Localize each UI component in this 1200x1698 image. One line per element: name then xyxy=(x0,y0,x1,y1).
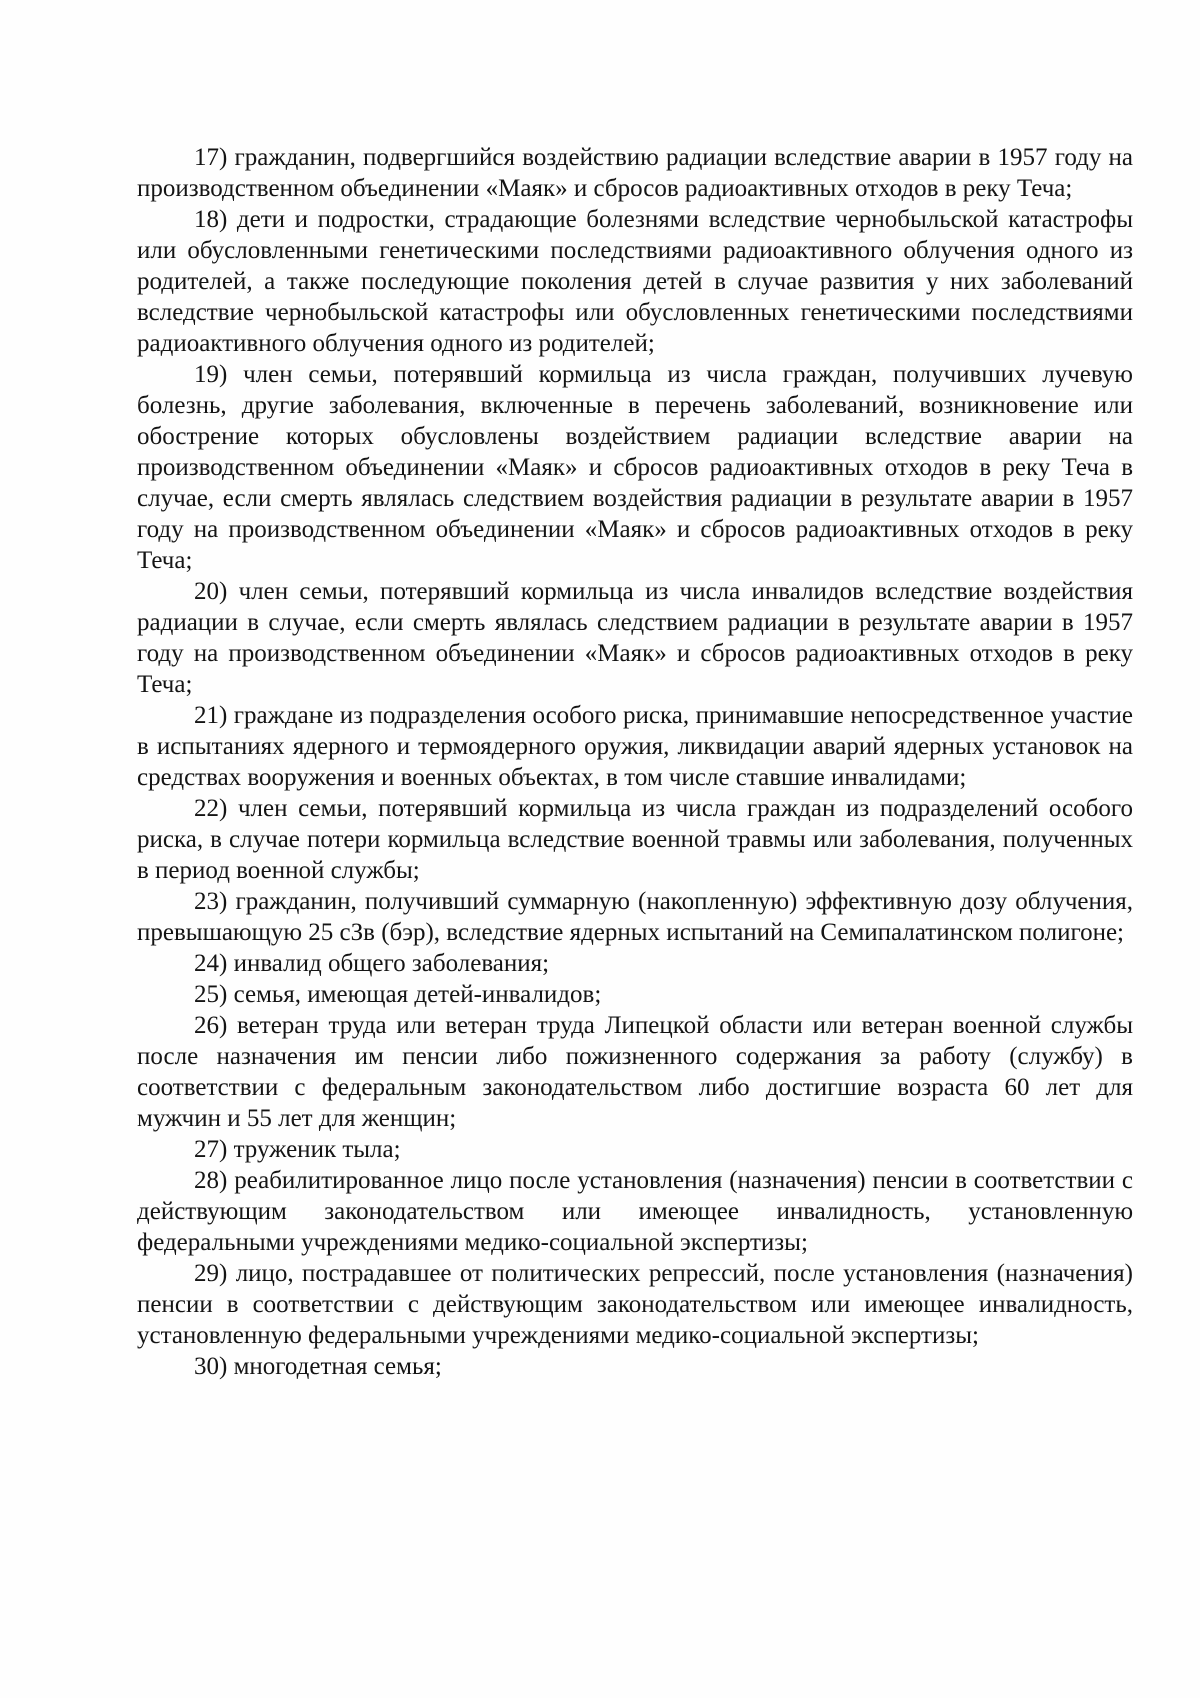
list-item-25: 25) семья, имеющая детей-инвалидов; xyxy=(194,981,602,1008)
list-item-19: 19) член семьи, потерявший кормильца из числа граждан, получивших лучевую болезнь, другие заболевания, включенные в перечень заболеваний, возникновение или обострение которых обусловлены воздействием радиации вследствие аварии на производственном объединении «Маяк» и сбросов радиоактивных отходов в реку Теча в случае, если смерть являлась следствием воздействия радиации в результате аварии в 1957 году на производственном объединении «Маяк» и сбросов радиоактивных отходов в реку Теча; xyxy=(137,361,1133,574)
list-item-17: 17) гражданин, подвергшийся воздействию радиации вследствие аварии в 1957 году на производственном объединении «Маяк» и сбросов радиоактивных отходов в реку Теча; xyxy=(137,144,1133,202)
list-item-28: 28) реабилитированное лицо после установления (назначения) пенсии в соответствии с действующим законодательством или имеющее инвалидность, установленную федеральными учреждениями медико-социальной экспертизы; xyxy=(137,1167,1133,1256)
list-item-20: 20) член семьи, потерявший кормильца из числа инвалидов вследствие воздействия радиации в случае, если смерть являлась следствием радиации в результате аварии в 1957 году на производственном объединении «Маяк» и сбросов радиоактивных отходов в реку Теча; xyxy=(137,578,1133,698)
list-item-29: 29) лицо, пострадавшее от политических репрессий, после установления (назначения) пенсии в соответствии с действующим законодательством или имеющее инвалидность, установленную федеральными учреждениями медико-социальной экспертизы; xyxy=(137,1260,1133,1349)
document-body xyxy=(137,142,1133,1382)
list-item-27: 27) труженик тыла; xyxy=(194,1136,401,1163)
list-item-30: 30) многодетная семья; xyxy=(194,1353,442,1380)
list-item-23: 23) гражданин, получивший суммарную (накопленную) эффективную дозу облучения, превышающую 25 сЗв (бэр), вследствие ядерных испытаний на Семипалатинском полигоне; xyxy=(137,888,1133,946)
list-item-22: 22) член семьи, потерявший кормильца из числа граждан из подразделений особого риска, в случае потери кормильца вследствие военной травмы или заболевания, полученных в период военной службы; xyxy=(137,795,1133,884)
list-item-21: 21) граждане из подразделения особого риска, принимавшие непосредственное участие в испытаниях ядерного и термоядерного оружия, ликвидации аварий ядерных установок на средствах вооружения и военных объектах, в том числе ставшие инвалидами; xyxy=(137,702,1133,791)
list-item-24: 24) инвалид общего заболевания; xyxy=(194,950,550,977)
list-item-18: 18) дети и подростки, страдающие болезнями вследствие чернобыльской катастрофы или обусловленными генетическими последствиями радиоактивного облучения одного из родителей, а также последующие поколения детей в случае развития у них заболеваний вследствие чернобыльской катастрофы или обусловленных генетическими последствиями радиоактивного облучения одного из родителей; xyxy=(137,206,1133,357)
list-item-26: 26) ветеран труда или ветеран труда Липецкой области или ветеран военной службы после назначения им пенсии либо пожизненного содержания за работу (службу) в соответствии с федеральным законодательством либо достигшие возраста 60 лет для мужчин и 55 лет для женщин; xyxy=(137,1012,1133,1132)
